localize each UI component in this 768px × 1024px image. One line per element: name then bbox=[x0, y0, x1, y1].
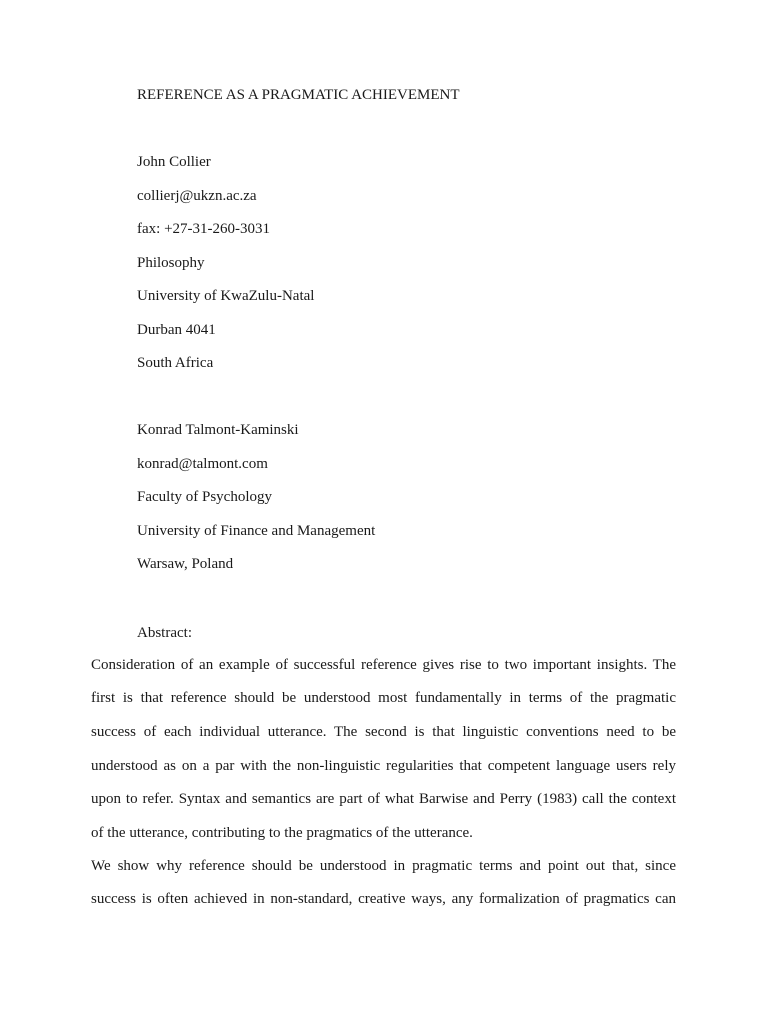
author1-fax: fax: +27-31-260-3031 bbox=[137, 221, 271, 237]
author1-institution: University of KwaZulu-Natal bbox=[137, 288, 315, 304]
abstract-line: of the utterance, contributing to the pragmatics of the utterance. bbox=[91, 825, 473, 841]
author1-country: South Africa bbox=[137, 355, 214, 371]
author2-department: Faculty of Psychology bbox=[137, 489, 272, 505]
abstract-line: We show why reference should be understood in pragmatic terms and point out that, since bbox=[91, 858, 676, 874]
abstract-line: Consideration of an example of successful reference gives rise to two important insights. The bbox=[91, 657, 676, 673]
abstract-line: upon to refer. Syntax and semantics are part of what Barwise and Perry (1983) call the context bbox=[91, 791, 676, 807]
abstract-line: understood as on a par with the non-linguistic regularities that competent language users rely bbox=[91, 758, 676, 774]
author1-email: collierj@ukzn.ac.za bbox=[137, 188, 257, 204]
abstract-line: first is that reference should be understood most fundamentally in terms of the pragmatic bbox=[91, 690, 676, 706]
author1-department: Philosophy bbox=[137, 255, 205, 271]
author1-city: Durban 4041 bbox=[137, 322, 216, 338]
paper-title: REFERENCE AS A PRAGMATIC ACHIEVEMENT bbox=[137, 87, 460, 103]
author2-name: Konrad Talmont-Kaminski bbox=[137, 422, 299, 438]
author2-email: konrad@talmont.com bbox=[137, 456, 268, 472]
abstract-line: success is often achieved in non-standard, creative ways, any formalization of pragmatics can bbox=[91, 891, 676, 907]
abstract-heading: Abstract: bbox=[137, 625, 192, 641]
author1-name: John Collier bbox=[137, 154, 211, 170]
author2-city: Warsaw, Poland bbox=[137, 556, 234, 572]
abstract-line: success of each individual utterance. The second is that linguistic conventions need to be bbox=[91, 724, 676, 740]
author2-institution: University of Finance and Management bbox=[137, 523, 376, 539]
